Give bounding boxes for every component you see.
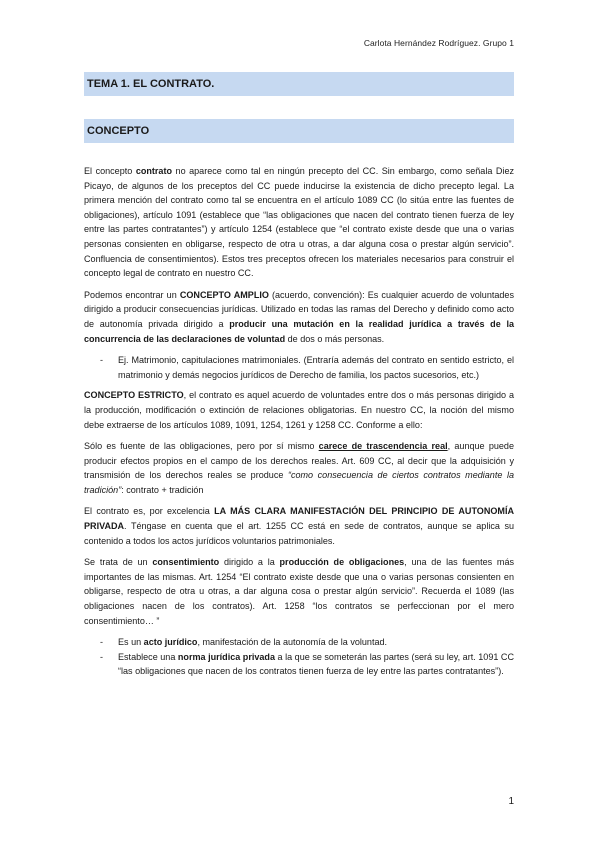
paragraph-concepto-amplio bbox=[84, 288, 514, 346]
text-run: (acuerdo, convención): Es cualquier acuerdo de voluntades dirigido a producir consecuencias jurídicas. Utilizado en todas las ramas del Derecho y definido como acto de autonomía privada dirigido a bbox=[84, 289, 514, 329]
example-list bbox=[84, 353, 514, 382]
text-run: , el contrato es aquel acuerdo de voluntades entre dos o más personas dirigido a la producción, modificación o extinción de relaciones obligatorias. En nuestro CC, la noción del mismo debe extraerse de los artículos 1089, 1091, 1254, 1261 y 1258 CC. Conforme a ello: bbox=[84, 390, 514, 430]
text-run: Se trata de un bbox=[84, 557, 153, 568]
text-run: : contrato + tradición bbox=[121, 484, 204, 495]
text-run: Establece una bbox=[118, 651, 178, 662]
page-header-author: Carlota Hernández Rodríguez. Grupo 1 bbox=[363, 38, 514, 48]
text-run: dirigido a la bbox=[219, 557, 280, 568]
bold-term: producir una mutación en la realidad jurídica a través de la concurrencia de las declaraciones de voluntad bbox=[84, 318, 514, 344]
text-run: Es un bbox=[118, 637, 144, 648]
text-run: de dos o más personas. bbox=[285, 333, 385, 344]
bold-term: norma jurídica privada bbox=[177, 651, 275, 662]
paragraph-concepto-estricto bbox=[84, 388, 514, 432]
page-number: 1 bbox=[508, 796, 514, 807]
text-run: Sólo es fuente de las obligaciones, pero por sí mismo bbox=[84, 441, 319, 452]
bold-term: LA MÁS CLARA MANIFESTACIÓN DEL PRINCIPIO DE AUTONOMÍA PRIVADA bbox=[84, 506, 514, 532]
text-run: . Téngase en cuenta que el art. 1255 CC está en sede de contratos, aunque se aplica su contenido a todos los actos jurídicos voluntarios patrimoniales. bbox=[84, 521, 514, 546]
paragraph-trascendencia bbox=[84, 439, 514, 497]
list-item bbox=[84, 635, 514, 650]
body-text bbox=[84, 164, 514, 685]
paragraph-autonomia bbox=[84, 504, 514, 548]
text-run: El concepto bbox=[84, 166, 136, 176]
list-item bbox=[84, 650, 514, 679]
section-heading: CONCEPTO bbox=[84, 119, 514, 143]
bold-term: CONCEPTO ESTRICTO bbox=[84, 390, 184, 401]
paragraph-consentimiento bbox=[84, 555, 514, 628]
list-item: - Ej. Matrimonio, capitulaciones matrimoniales. (Entraría además del contrato en sentido estricto, el matrimonio y demás negocios jurídicos de Derecho de familia, los pactos sucesorios, etc.) bbox=[84, 353, 514, 382]
text-run: , aunque puede producir efectos propios en el campo de los derechos reales. Art. 609 CC, al decir que la adquisición y transmisión de los derechos reales se produce bbox=[84, 441, 514, 481]
chapter-title: TEMA 1. EL CONTRATO. bbox=[84, 72, 514, 96]
bold-term: producción de obligaciones bbox=[279, 557, 405, 568]
text-run: , una de las fuentes más importantes de las mismas. Art. 1254 “El contrato existe desde que una o varias personas consienten en obligarse, respecto de otra u otras, a dar alguna cosa o prestar algún servicio”. Recuerda el 1089 (las obligaciones nacen de los contratos). Art. 1258 “los contratos se perfeccionan por el mero consentimiento… ” bbox=[84, 557, 514, 626]
text-run: no aparece como tal en ningún precepto del CC. Sin embargo, como señala Diez Picayo, de algunos de los preceptos del CC puede inducirse la existencia de dicho precepto legal. La primera mención del contrato como tal se encuentra en el artículo 1089 CC (lo sitúa entre las fuentes de obligaciones), artículo 1091 (establece que “las obligaciones que nacen del contrato tienen fuerza de ley entre las partes contratantes”) y artículo 1254 (establece que “el contrato existe desde que una o varias personas consienten en obligarse, respecto de otra u otras, a dar alguna cosa o prestar algún servicio”. Confluencia de consentimientos). Estos tres preceptos ofrecen los materiales necesarios para construir el concepto legal de contrato en nuestro CC. bbox=[84, 166, 514, 279]
italic-quote: “como consecuencia de ciertos contratos mediante la tradición” bbox=[84, 470, 514, 495]
bold-term: CONCEPTO AMPLIO bbox=[179, 289, 269, 300]
text-run: El contrato es, por excelencia bbox=[84, 506, 215, 517]
characteristics-list bbox=[84, 635, 514, 679]
text-run: Podemos encontrar un bbox=[84, 289, 180, 300]
paragraph-concepto bbox=[84, 164, 514, 281]
bold-term: contrato bbox=[135, 166, 173, 176]
underlined-term: carece de trascendencia real bbox=[318, 441, 448, 452]
bold-term: consentimiento bbox=[152, 557, 220, 568]
text-run: , manifestación de la autonomía de la voluntad. bbox=[197, 637, 388, 648]
text-run: a la que se someterán las partes (será su ley, art. 1091 CC “las obligaciones que nacen de los contratos tienen fuerza de ley entre las partes contratantes”). bbox=[118, 651, 514, 677]
bold-term: acto jurídico bbox=[143, 637, 198, 648]
